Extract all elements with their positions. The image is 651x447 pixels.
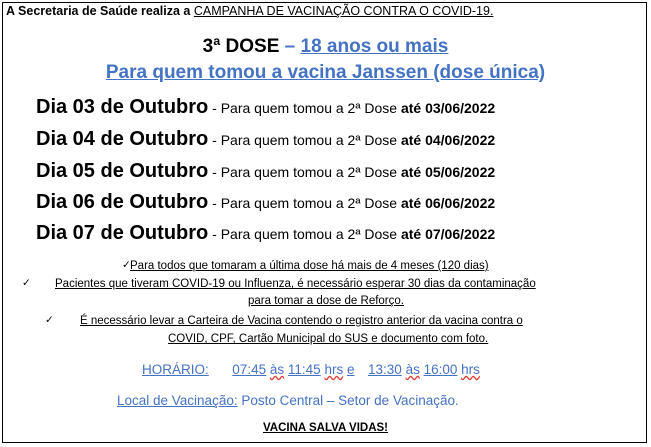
location-label: Local de Vacinação: (117, 393, 238, 408)
note-interval: Para todos que tomaram a última dose há mais de 4 meses (120 dias) (130, 260, 489, 272)
schedule-day: Dia 03 de Outubro (36, 96, 209, 118)
schedule-day: Dia 05 de Outubro (36, 160, 209, 182)
schedule-until: até 06/06/2022 (400, 195, 496, 211)
schedule-text: - Para quem tomou a 2ª Dose (208, 164, 401, 180)
note-documents: É necessário levar a Carteira de Vacina contendo o registro anterior da vacina contra o (80, 315, 523, 327)
footer-slogan: VACINA SALVA VIDAS! (262, 422, 388, 434)
schedule-row (36, 191, 495, 214)
schedule-row (36, 128, 495, 151)
schedule-until: até 04/06/2022 (400, 132, 496, 148)
note-documents-cont: COVID, CPF, Cartão Municipal do SUS e documento com foto. (168, 333, 489, 345)
checkmark-icon: ✓ (45, 314, 54, 326)
schedule-row (36, 222, 495, 245)
schedule-text: - Para quem tomou a 2ª Dose (208, 195, 401, 211)
hours-unit-2: hrs (461, 362, 480, 377)
hours-label: HORÁRIO: (142, 362, 209, 377)
schedule-hours (142, 362, 480, 377)
schedule-until: até 07/06/2022 (400, 226, 496, 242)
hours-start-morning: 07:45 (232, 362, 267, 377)
hours-start-afternoon: 13:30 (368, 362, 402, 377)
checkmark-icon: ✓ (122, 259, 131, 271)
janssen-subtitle: Para quem tomou a vacina Janssen (dose única) (105, 62, 546, 83)
vaccination-location (117, 393, 459, 408)
dose-label: 3ª DOSE (202, 36, 280, 57)
note-covid-wait-cont: para tomar a dose de Reforço. (248, 295, 404, 307)
header-line (6, 4, 493, 18)
schedule-day: Dia 06 de Outubro (36, 191, 209, 213)
schedule-day: Dia 04 de Outubro (36, 128, 209, 150)
schedule-text: - Para quem tomou a 2ª Dose (208, 132, 401, 148)
hours-unit-1: hrs (324, 362, 344, 377)
dose-title (0, 36, 651, 58)
schedule-until: até 03/06/2022 (400, 100, 496, 116)
hours-and: e (346, 362, 355, 377)
hours-to-1: às (269, 362, 285, 377)
dose-dash: – (279, 36, 301, 57)
note-covid-wait: Pacientes que tiveram COVID-19 ou Influenza, é necessário esperar 30 dias da contaminação (55, 278, 536, 290)
checkmark-icon: ✓ (22, 277, 31, 289)
hours-to-2: às (405, 362, 420, 377)
schedule-row (36, 160, 495, 183)
schedule-text: - Para quem tomou a 2ª Dose (208, 226, 401, 242)
hours-end-morning: 11:45 (287, 362, 321, 377)
schedule-until: até 05/06/2022 (400, 164, 496, 180)
dose-age: 18 anos ou mais (300, 36, 449, 57)
location-value: Posto Central – Setor de Vacinação. (241, 393, 459, 408)
hours-end-afternoon: 16:00 (423, 362, 458, 377)
header-prefix: A Secretaria de Saúde realiza a (6, 4, 194, 18)
schedule-row (36, 96, 495, 119)
schedule-day: Dia 07 de Outubro (36, 222, 209, 244)
campaign-title: CAMPANHA DE VACINAÇÃO CONTRA O COVID-19. (193, 4, 494, 18)
schedule-text: - Para quem tomou a 2ª Dose (208, 100, 401, 116)
